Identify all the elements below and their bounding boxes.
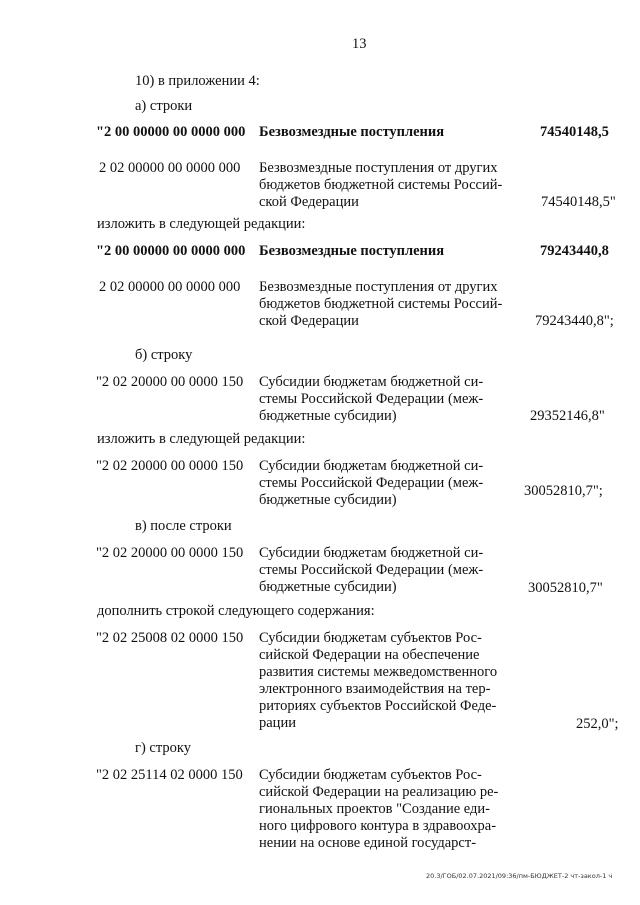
- row-description: Субсидии бюджетам субъектов Рос- сийской Федерации на реализацию ре- гиональных проектов "Создание еди- ного цифрового контура в здравоохра- нении на основе единой государст-: [259, 767, 499, 851]
- intro-paragraph: 10) в приложении 4:: [135, 73, 260, 89]
- row-description: Субсидии бюджетам субъектов Рос- сийской Федерации на обеспечение развития системы межведомственного электронного взаимодействия на тер- риториях субъектов Российской Феде- рации: [259, 630, 498, 731]
- row-code: "2 00 00000 00 0000 000: [96, 243, 246, 259]
- row-amount: 252,0";: [576, 716, 619, 732]
- row-code: 2 02 00000 00 0000 000: [99, 279, 241, 295]
- row-code: "2 02 20000 00 0000 150: [96, 545, 244, 561]
- section-a-label: а) строки: [135, 98, 193, 114]
- row-amount: 30052810,7";: [524, 483, 603, 499]
- row-description: Субсидии бюджетам бюджетной си- стемы Российской Федерации (меж- бюджетные субсидии): [259, 374, 484, 424]
- row-description: Безвозмездные поступления от других бюджетов бюджетной системы Россий- ской Федерации: [259, 279, 503, 329]
- section-g-label: г) строку: [135, 740, 191, 756]
- row-amount: 74540148,5": [541, 194, 616, 210]
- replace-label: изложить в следующей редакции:: [97, 216, 306, 232]
- row-description: Безвозмездные поступления от других бюджетов бюджетной системы Россий- ской Федерации: [259, 160, 503, 210]
- row-code: "2 02 25114 02 0000 150: [96, 767, 243, 783]
- section-v-label: в) после строки: [135, 518, 232, 534]
- add-label: дополнить строкой следующего содержания:: [97, 603, 375, 619]
- row-description: Субсидии бюджетам бюджетной си- стемы Российской Федерации (меж- бюджетные субсидии): [259, 458, 484, 508]
- footer-note: 20.3/ГОБ/02.07.2021/09:36/пм-БЮДЖЕТ-2 чт-закол-1 ч: [426, 872, 613, 880]
- row-code: "2 02 20000 00 0000 150: [96, 458, 244, 474]
- row-amount: 79243440,8: [540, 243, 609, 259]
- page-number: 13: [352, 36, 367, 52]
- row-code: "2 02 25008 02 0000 150: [96, 630, 244, 646]
- section-b-label: б) строку: [135, 347, 193, 363]
- row-amount: 79243440,8";: [535, 313, 614, 329]
- replace-label: изложить в следующей редакции:: [97, 431, 306, 447]
- row-code: "2 00 00000 00 0000 000: [96, 124, 246, 140]
- row-description: Безвозмездные поступления: [259, 243, 445, 259]
- row-code: "2 02 20000 00 0000 150: [96, 374, 244, 390]
- row-amount: 74540148,5: [540, 124, 609, 140]
- row-code: 2 02 00000 00 0000 000: [99, 160, 241, 176]
- row-amount: 29352146,8": [530, 408, 605, 424]
- row-description: Субсидии бюджетам бюджетной си- стемы Российской Федерации (меж- бюджетные субсидии): [259, 545, 484, 595]
- row-amount: 30052810,7": [528, 580, 603, 596]
- row-description: Безвозмездные поступления: [259, 124, 445, 140]
